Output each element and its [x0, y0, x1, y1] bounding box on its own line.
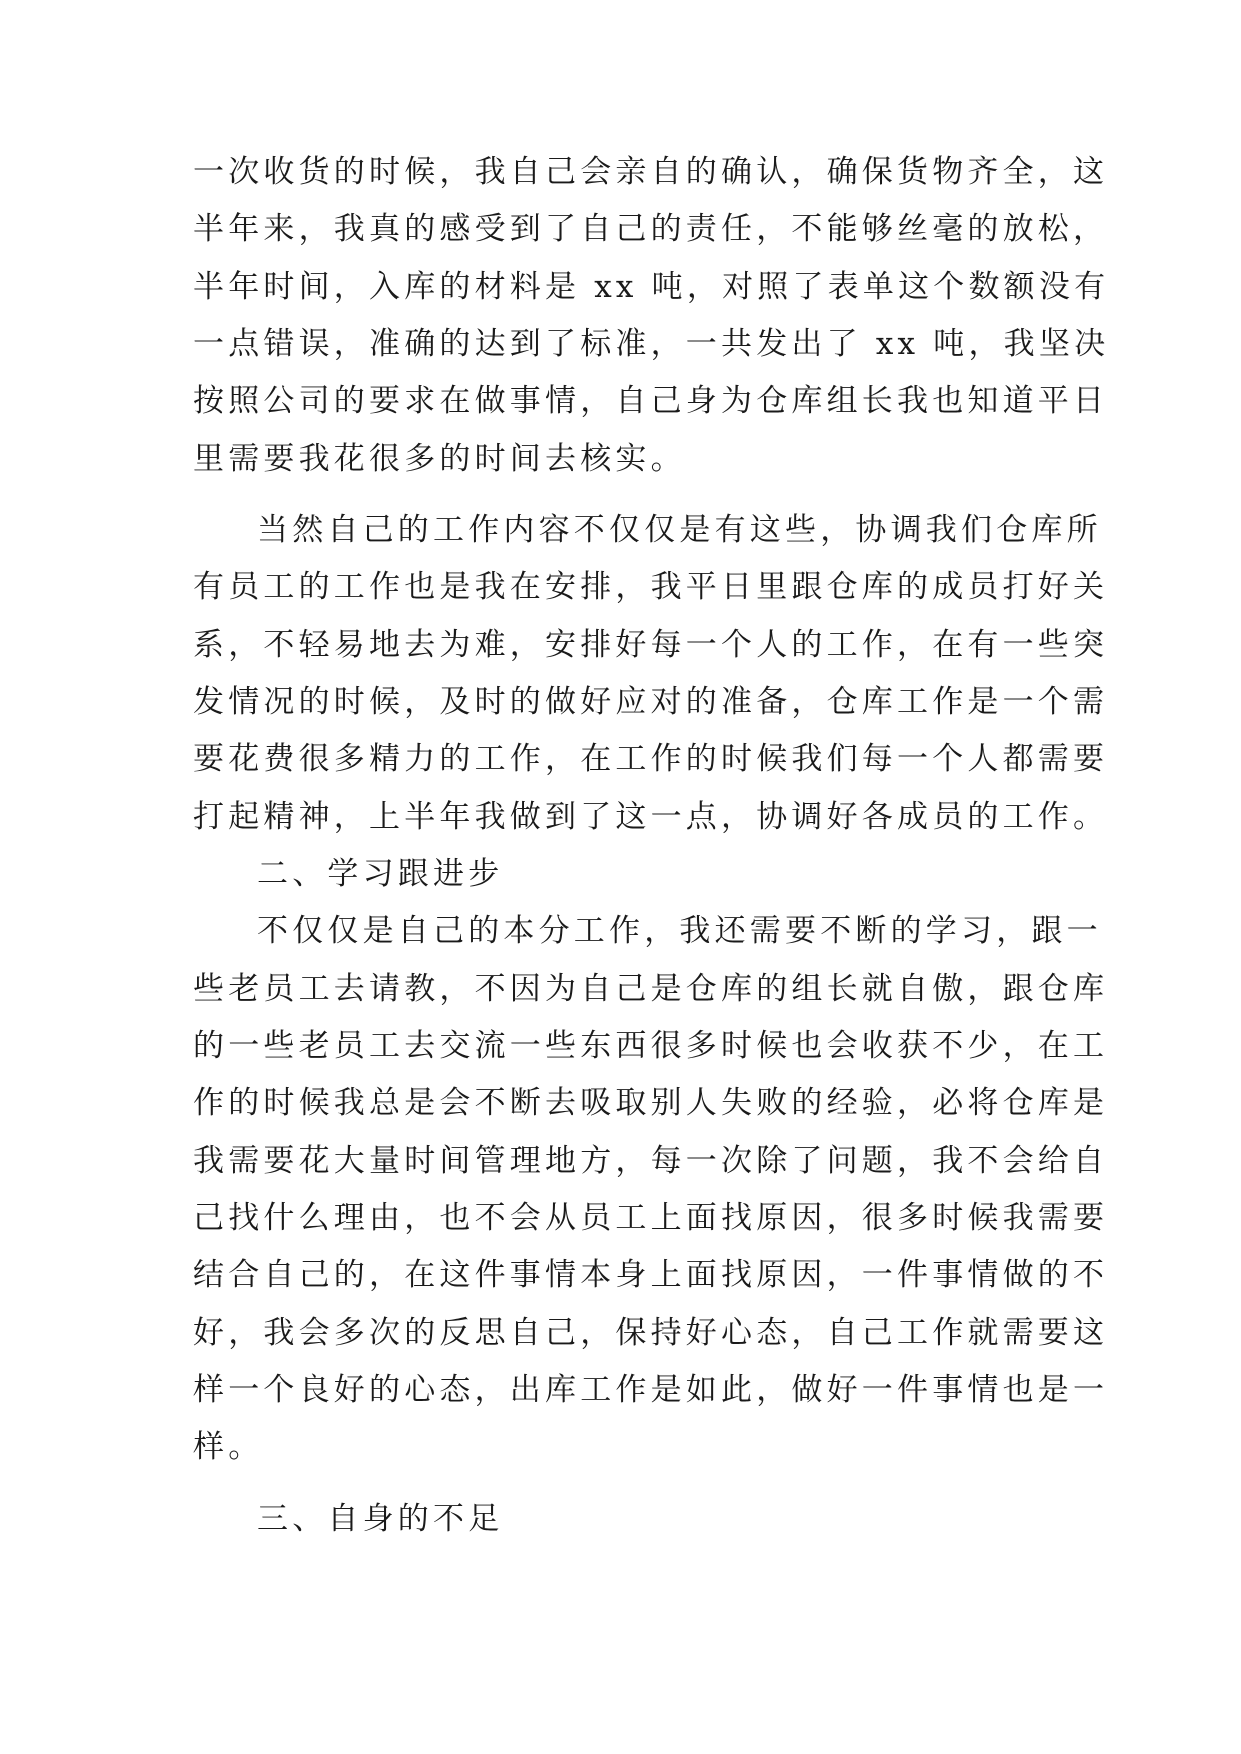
text-line: 有员工的工作也是我在安排，我平日里跟仓库的成员打好关	[193, 569, 1109, 605]
section-heading: 三、自身的不足	[257, 1501, 504, 1537]
text-line: 里需要我花很多的时间去核实。	[193, 441, 686, 477]
text-line: 系，不轻易地去为难，安排好每一个人的工作，在有一些突	[193, 627, 1109, 663]
text-line: 己找什么理由，也不会从员工上面找原因，很多时候我需要	[193, 1200, 1109, 1236]
text-line: 发情况的时候，及时的做好应对的准备，仓库工作是一个需	[193, 684, 1109, 720]
text-line: 按照公司的要求在做事情，自己身为仓库组长我也知道平日	[193, 383, 1109, 419]
text-line: 些老员工去请教，不因为自己是仓库的组长就自傲，跟仓库	[193, 971, 1109, 1007]
text-line: 一次收货的时候，我自己会亲自的确认，确保货物齐全，这	[193, 154, 1109, 190]
text-line: 的一些老员工去交流一些东西很多时候也会收获不少，在工	[193, 1028, 1109, 1064]
text-line: 半年时间，入库的材料是 xx 吨，对照了表单这个数额没有	[193, 269, 1110, 305]
paragraph-first-line: 不仅仅是自己的本分工作，我还需要不断的学习，跟一	[257, 913, 1102, 949]
text-line: 作的时候我总是会不断去吸取别人失败的经验，必将仓库是	[193, 1085, 1109, 1121]
text-line: 样。	[193, 1429, 264, 1465]
text-line: 一点错误，准确的达到了标准，一共发出了 xx 吨，我坚决	[193, 326, 1110, 362]
text-line: 我需要花大量时间管理地方，每一次除了问题，我不会给自	[193, 1143, 1109, 1179]
text-line: 半年来，我真的感受到了自己的责任，不能够丝毫的放松，	[193, 211, 1109, 247]
text-line: 好，我会多次的反思自己，保持好心态，自己工作就需要这	[193, 1315, 1109, 1351]
text-line: 打起精神，上半年我做到了这一点，协调好各成员的工作。	[193, 799, 1109, 835]
paragraph-first-line: 当然自己的工作内容不仅仅是有这些，协调我们仓库所	[257, 512, 1102, 548]
text-line: 结合自己的，在这件事情本身上面找原因，一件事情做的不	[193, 1257, 1109, 1293]
text-line: 要花费很多精力的工作，在工作的时候我们每一个人都需要	[193, 741, 1109, 777]
section-heading: 二、学习跟进步	[257, 856, 504, 892]
text-line: 样一个良好的心态，出库工作是如此，做好一件事情也是一	[193, 1372, 1109, 1408]
